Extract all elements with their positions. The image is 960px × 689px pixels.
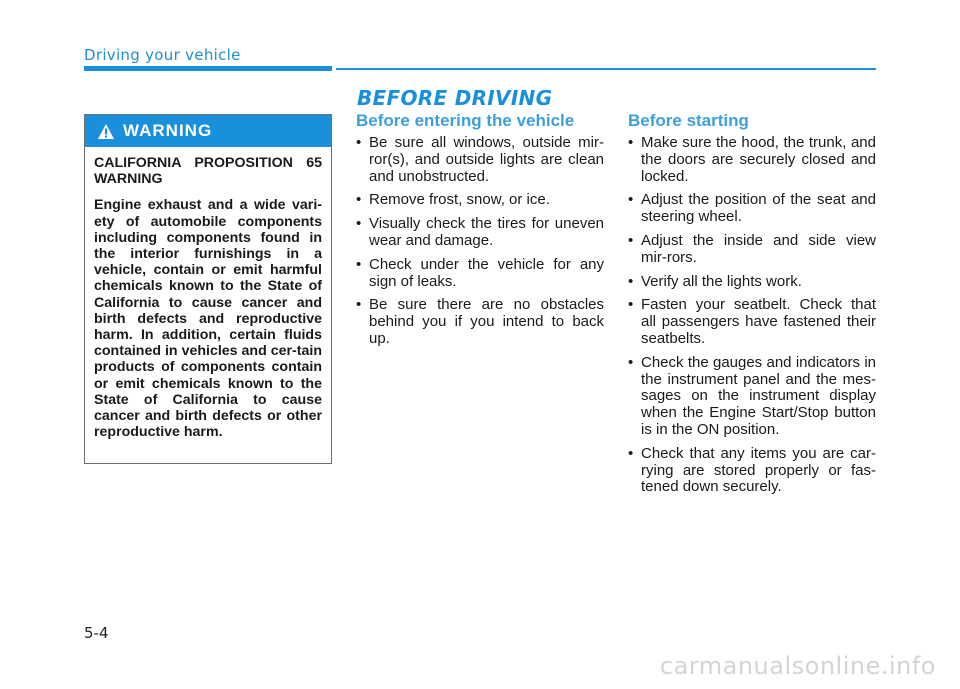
header-rule-thin (336, 68, 876, 70)
list-item: • Make sure the hood, the trunk, and the doors are securely closed and locked. (628, 135, 876, 185)
list-item: • Check that any items you are car-rying are stored properly or fas-tened down securely. (628, 446, 876, 496)
before-starting-heading: Before starting (628, 111, 749, 130)
warning-title: CALIFORNIA PROPOSITION 65 WARNING (94, 155, 322, 188)
before-starting-column (628, 111, 876, 503)
list-item: • Visually check the tires for uneven wear and damage. (356, 216, 604, 250)
list-item: • Check under the vehicle for any sign of leaks. (356, 257, 604, 291)
list-item: • Check the gauges and indicators in the instrument panel and the mes-sages on the instrument display when the Engine Start/Stop button is in the ON position. (628, 355, 876, 439)
warning-header (85, 115, 331, 147)
warning-body (85, 147, 331, 440)
page-number: 5-4 (84, 624, 109, 642)
section-title: BEFORE DRIVING (357, 86, 553, 110)
warning-text: Engine exhaust and a wide vari-ety of automobile components including components found in the interior furnishings in a vehicle, contain or emit harmful chemicals known to the State of California to cause cancer and birth defects and reproductive harm. In addition, certain fluids contained in vehicles and cer-tain products of components contain or emit chemicals known to the State of California to cause cancer and birth defects or other reproductive harm. (94, 197, 322, 441)
before-entering-column (356, 111, 604, 355)
header-rule-thick (84, 66, 332, 71)
warning-triangle-icon (97, 123, 115, 140)
list-item: • Remove frost, snow, or ice. (356, 192, 604, 209)
list-item: • Adjust the inside and side view mir-rors. (628, 233, 876, 267)
before-entering-heading: Before entering the vehicle (356, 111, 575, 130)
chapter-title: Driving your vehicle (84, 46, 241, 64)
watermark: carmanualsonline.info (659, 652, 936, 680)
list-item: • Verify all the lights work. (628, 274, 876, 291)
list-item: • Be sure all windows, outside mir-ror(s), and outside lights are clean and unobstructed. (356, 135, 604, 185)
list-item: • Be sure there are no obstacles behind you if you intend to back up. (356, 297, 604, 347)
list-item: • Fasten your seatbelt. Check that all passengers have fastened their seatbelts. (628, 297, 876, 347)
before-entering-list (356, 135, 604, 348)
list-item: • Adjust the position of the seat and steering wheel. (628, 192, 876, 226)
warning-box (84, 114, 332, 464)
before-starting-list (628, 135, 876, 496)
warning-label: WARNING (123, 121, 213, 140)
